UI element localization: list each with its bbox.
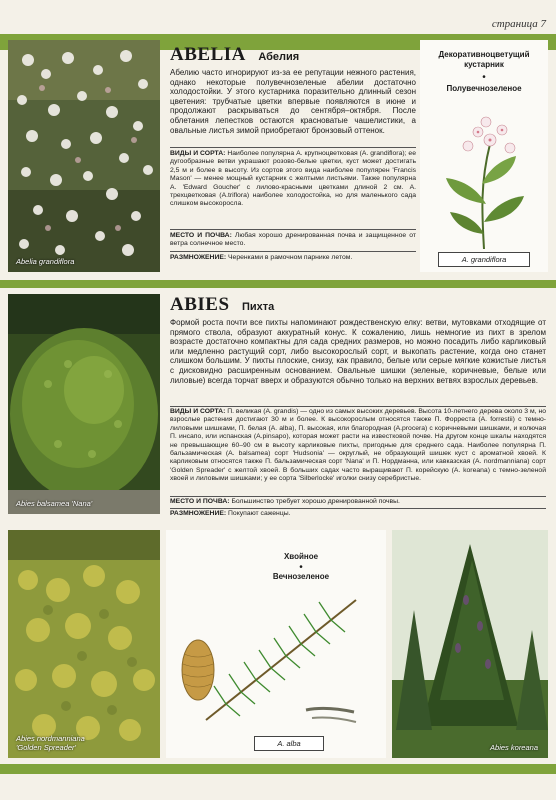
abies-photo-caption: Abies balsamea 'Nana' [16,499,93,508]
abelia-varieties-text: Наиболее популярна A. крупноцветковая (A. grandiflora); ее дугообразные ветви украшают розово-белые цветки, куст может достигать 2,5 м и более в высоту. Из сортов этого вида наиболее популярен 'Francis Mason' — менее мощный кустарник с желтыми листьями. Также популярна A. 'Edward Goucher' с лилово-красными цветками длиной 2 см. A. трехцветковая (A.triflora) наиболее холодостойка, но для маленького сада слишком высокоросла. [170,150,416,208]
abelia-photo-caption: Abelia grandiflora [16,257,75,266]
abelia-title-latin: ABELIA [170,44,246,65]
abies-place [170,498,546,506]
abelia-place [170,232,416,249]
footer-band [0,764,556,774]
abelia-photo [8,40,160,272]
abelia-propagation-text: Черенками в рамочном парнике летом. [228,254,353,261]
abies-place-text: Большинство требует хорошо дренированной почвы. [231,498,400,505]
abelia-divider-1 [170,147,416,148]
abelia-intro: Абелию часто игнорируют из-за ее репутации нежного растения, однако некоторые полувечнозеленые абелии достаточно холодостойки. У этого кустарника поразительно длинный сезон цветения: трубчатые цветки впервые появляются в июне и продолжают раскрываться до сентября–октября. После облетания лепестков остаются красноватые чашелистики, а овальные листья зимой приобретают бронзовый оттенок. [170,68,416,135]
abies-place-label: МЕСТО И ПОЧВА: [170,498,230,505]
abies-propagation [170,510,546,518]
abies-koreana-photo [392,530,548,758]
abies-photo [8,294,160,514]
abies-side-type: Хвойное [283,552,319,561]
abelia-varieties-label: ВИДЫ И СОРТА: [170,150,226,157]
abies-divider-1 [170,406,546,407]
abies-propagation-label: РАЗМНОЖЕНИЕ: [170,510,227,517]
page-number: страница 7 [491,18,546,30]
abies-divider-3 [170,508,546,509]
abies-intro: Формой роста почти все пихты напоминают рождественскую елку: ветви, мутовками отходящие от прямого ствола, образуют аккуратный конус. К сожалению, лишь немногие из пихт в зрелом возрасте достаточно компактны для сада средних размеров, но можно посадить либо карликовый или медленно растущий сорт, либо высокорослый сорт, и выкопать растение, когда оно станет слишком большим. У пихты плоские, снизу, как правило, белые или серые мягкие кожистые листья с дисковидно расширенным основанием. Овальные шишки (зеленые, коричневые, белые или лиловые) всегда торчат вверх и образуются обычно только на верхних ветвях взрослых деревьев. [170,318,546,385]
abies-divider-2 [170,496,546,497]
abelia-place-label: МЕСТО И ПОЧВА: [170,232,232,239]
abies-illustration [166,550,386,750]
abelia-title-ru: Абелия [258,51,300,63]
abelia-side-panel [420,40,548,272]
abies-nordmanniana-photo [8,530,160,758]
abelia-divider-3 [170,251,416,252]
abelia-side-bullet: • [482,72,486,83]
abies-varieties-label: ВИДЫ И СОРТА: [170,408,226,415]
abelia-illustration-label: A. grandiflora [438,252,530,267]
abies-title-ru: Пихта [241,301,275,313]
abies-illustration-label: A. alba [254,736,324,751]
abelia-side-leaf: Полувечнозеленое [446,84,522,93]
abelia-side-type: Декоративноцветущий кустарник [438,50,530,69]
abelia-varieties [170,150,416,209]
abies-title [170,294,420,316]
abies-nordmanniana-caption-line2: 'Golden Spreader' [16,743,76,752]
abelia-illustration [420,104,548,254]
abies-nordmanniana-caption [16,734,85,752]
abies-varieties [170,408,546,484]
abies-side-leaf: Вечнозеленое [272,572,330,581]
abelia-divider-2 [170,229,416,230]
abies-koreana-caption: Abies koreana [490,743,538,752]
abies-side-bullet: • [299,562,303,573]
abies-title-latin: ABIES [170,294,230,315]
abelia-title [170,44,420,66]
abies-propagation-text: Покупают саженцы. [228,510,291,517]
abelia-place-text: Любая хорошо дренированная почва и защищенное от ветра солнечное место. [170,232,416,248]
abelia-propagation [170,254,416,262]
section-separator [0,280,556,288]
abelia-propagation-label: РАЗМНОЖЕНИЕ: [170,254,227,261]
abies-nordmanniana-caption-line1: Abies nordmanniana [16,734,85,743]
abies-varieties-text: П. великая (A. grandis) — одно из самых высоких деревьев. Высота 10-летнего дерева около 3 м, но взрослые растения достигают 30 м и более. К высокорослым относятся также П. Форреста (A. forrestii) с темно-лиловыми шишками, П. белая (A. alba), П. высокая, или благородная (A.procera) с коричневыми шишками, и колючая П. инсапо, или испанская (A.pinsapo), которая может расти на известковой почве. На другом конце шкалы находятся не превышающие 60–90 см в высоту карликовые пихты, пригодные для среднего сада. Наиболее популярна П. бальзамическая (A. balsamea) сорт 'Hudsonia' — округлый, не образующий шишек куст с ароматной хвоей. К карликовым относятся также П. бальзамическая сорт 'Nana' и П. Нордманна, или кавказская (A. nordmanniana) сорт 'Golden Spreader' с желтой хвоей. В больших садах часто выращивают П. корейскую (A. koreana) с темно-зеленой хвоей и лиловыми шишками; у ее сорта 'Silberlocke' иголки снизу серебристые. [170,408,546,483]
abies-illustration-panel [166,530,386,758]
